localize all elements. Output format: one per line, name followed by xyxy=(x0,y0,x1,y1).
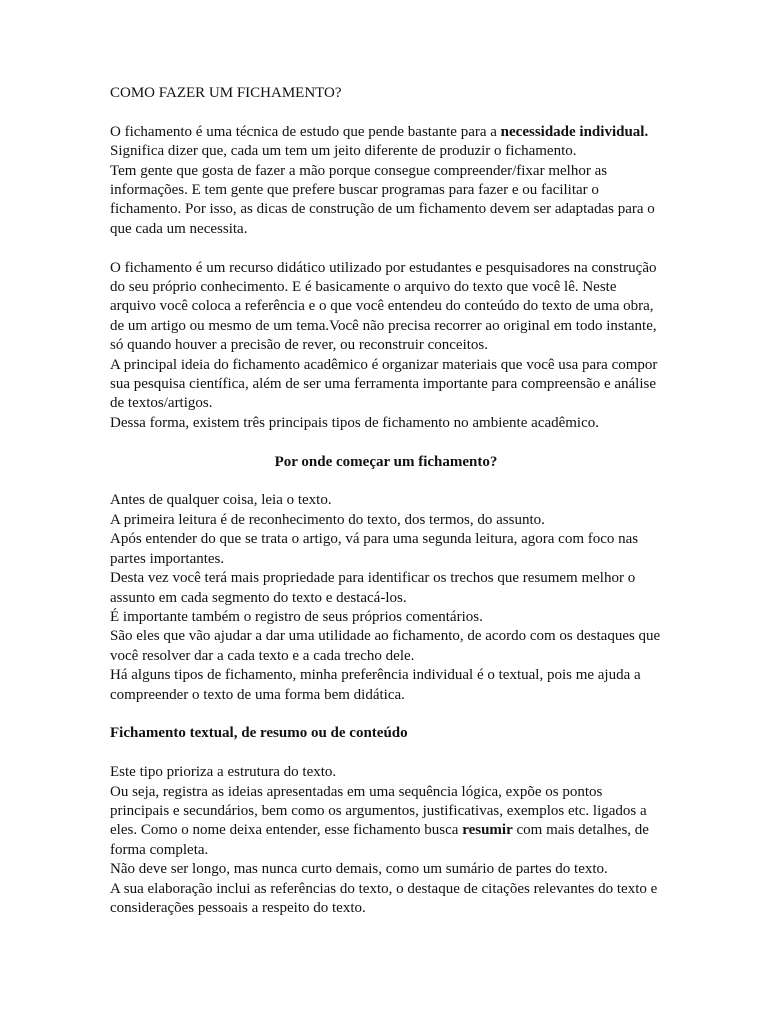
section1-heading-text: Por onde começar um fichamento? xyxy=(274,453,498,470)
section1-paragraph-6: São eles que vão ajudar a dar uma utilidade ao fichamento, de acordo com os destaques que você resolver dar a cada texto e a cada trecho dele. xyxy=(110,628,661,664)
section2-heading-text: Fichamento textual, de resumo ou de conteúdo xyxy=(110,725,408,742)
definition-paragraph-1: O fichamento é um recurso didático utilizado por estudantes e pesquisadores na construção do seu próprio conhecimento. E é basicamente o arquivo do texto que você lê. Neste arquivo você coloca a referência e o que você entendeu do conteúdo do texto de uma obra, de um artigo ou mesmo de um tema.Você não precisa recorrer ao original em todo instante, só quando houver a precisão de rever, ou reconstruir conceitos. xyxy=(110,259,657,354)
section1-paragraph-2: A primeira leitura é de reconhecimento do texto, dos termos, do assunto. xyxy=(110,511,545,528)
section1-paragraph-7: Há alguns tipos de fichamento, minha preferência individual é o textual, pois me ajuda a compreender o texto de uma forma bem didática. xyxy=(110,667,641,703)
section1-paragraph-3: Após entender do que se trata o artigo, vá para uma segunda leitura, agora com foco nas partes importantes. xyxy=(110,531,639,567)
section-heading xyxy=(110,724,662,743)
spacer xyxy=(110,239,662,258)
intro-lead-text: O fichamento é uma técnica de estudo que pende bastante para a xyxy=(110,123,501,140)
section2-paragraph-2 xyxy=(110,783,662,861)
definition-paragraph-2: A principal ideia do fichamento acadêmico é organizar materiais que você usa para compor sua pesquisa científica, além de ser uma ferramenta importante para compreensão e análise de textos/artigos. xyxy=(110,356,658,412)
intro-paragraph-1 xyxy=(110,123,662,142)
spacer xyxy=(110,705,662,724)
section2-paragraph-3: Não deve ser longo, mas nunca curto demais, como um sumário de partes do texto. xyxy=(110,861,608,878)
spacer xyxy=(110,472,662,491)
intro-paragraph-3: Tem gente que gosta de fazer a mão porque consegue compreender/fixar melhor as informações. E tem gente que prefere buscar programas para fazer e ou facilitar o fichamento. Por isso, as dicas de construção de um fichamento devem ser adaptadas para o que cada um necessita. xyxy=(110,162,655,237)
section2-lead-text: Ou seja, registra as ideias apresentadas em uma sequência lógica, expõe os pontos principais e secundários, bem como os argumentos, justificativas, exemplos etc. ligados a eles. Como o nome deixa entender, esse fichamento busca xyxy=(110,783,647,839)
section1-paragraph-1: Antes de qualquer coisa, leia o texto. xyxy=(110,492,332,509)
intro-bold-text: necessidade individual. xyxy=(500,123,649,140)
spacer xyxy=(110,433,662,452)
document-page xyxy=(110,84,662,918)
section2-paragraph-1: Este tipo prioriza a estrutura do texto. xyxy=(110,764,337,781)
section1-paragraph-5: É importante também o registro de seus próprios comentários. xyxy=(110,608,483,625)
section1-paragraph-4: Desta vez você terá mais propriedade para identificar os trechos que resumem melhor o assunto em cada segmento do texto e destacá-los. xyxy=(110,570,636,606)
definition-paragraph-3: Dessa forma, existem três principais tipos de fichamento no ambiente acadêmico. xyxy=(110,414,600,431)
section-heading xyxy=(110,453,662,472)
spacer xyxy=(110,103,662,122)
section2-tail-text: com mais detalhes, de forma completa. xyxy=(110,822,649,858)
section2-paragraph-4: A sua elaboração inclui as referências do texto, o destaque de citações relevantes do texto e considerações pessoais a respeito do texto. xyxy=(110,880,658,916)
intro-paragraph-2: Significa dizer que, cada um tem um jeito diferente de produzir o fichamento. xyxy=(110,143,577,160)
document-title: COMO FAZER UM FICHAMENTO? xyxy=(110,85,342,101)
section2-bold-text: resumir xyxy=(462,822,513,839)
spacer xyxy=(110,744,662,763)
